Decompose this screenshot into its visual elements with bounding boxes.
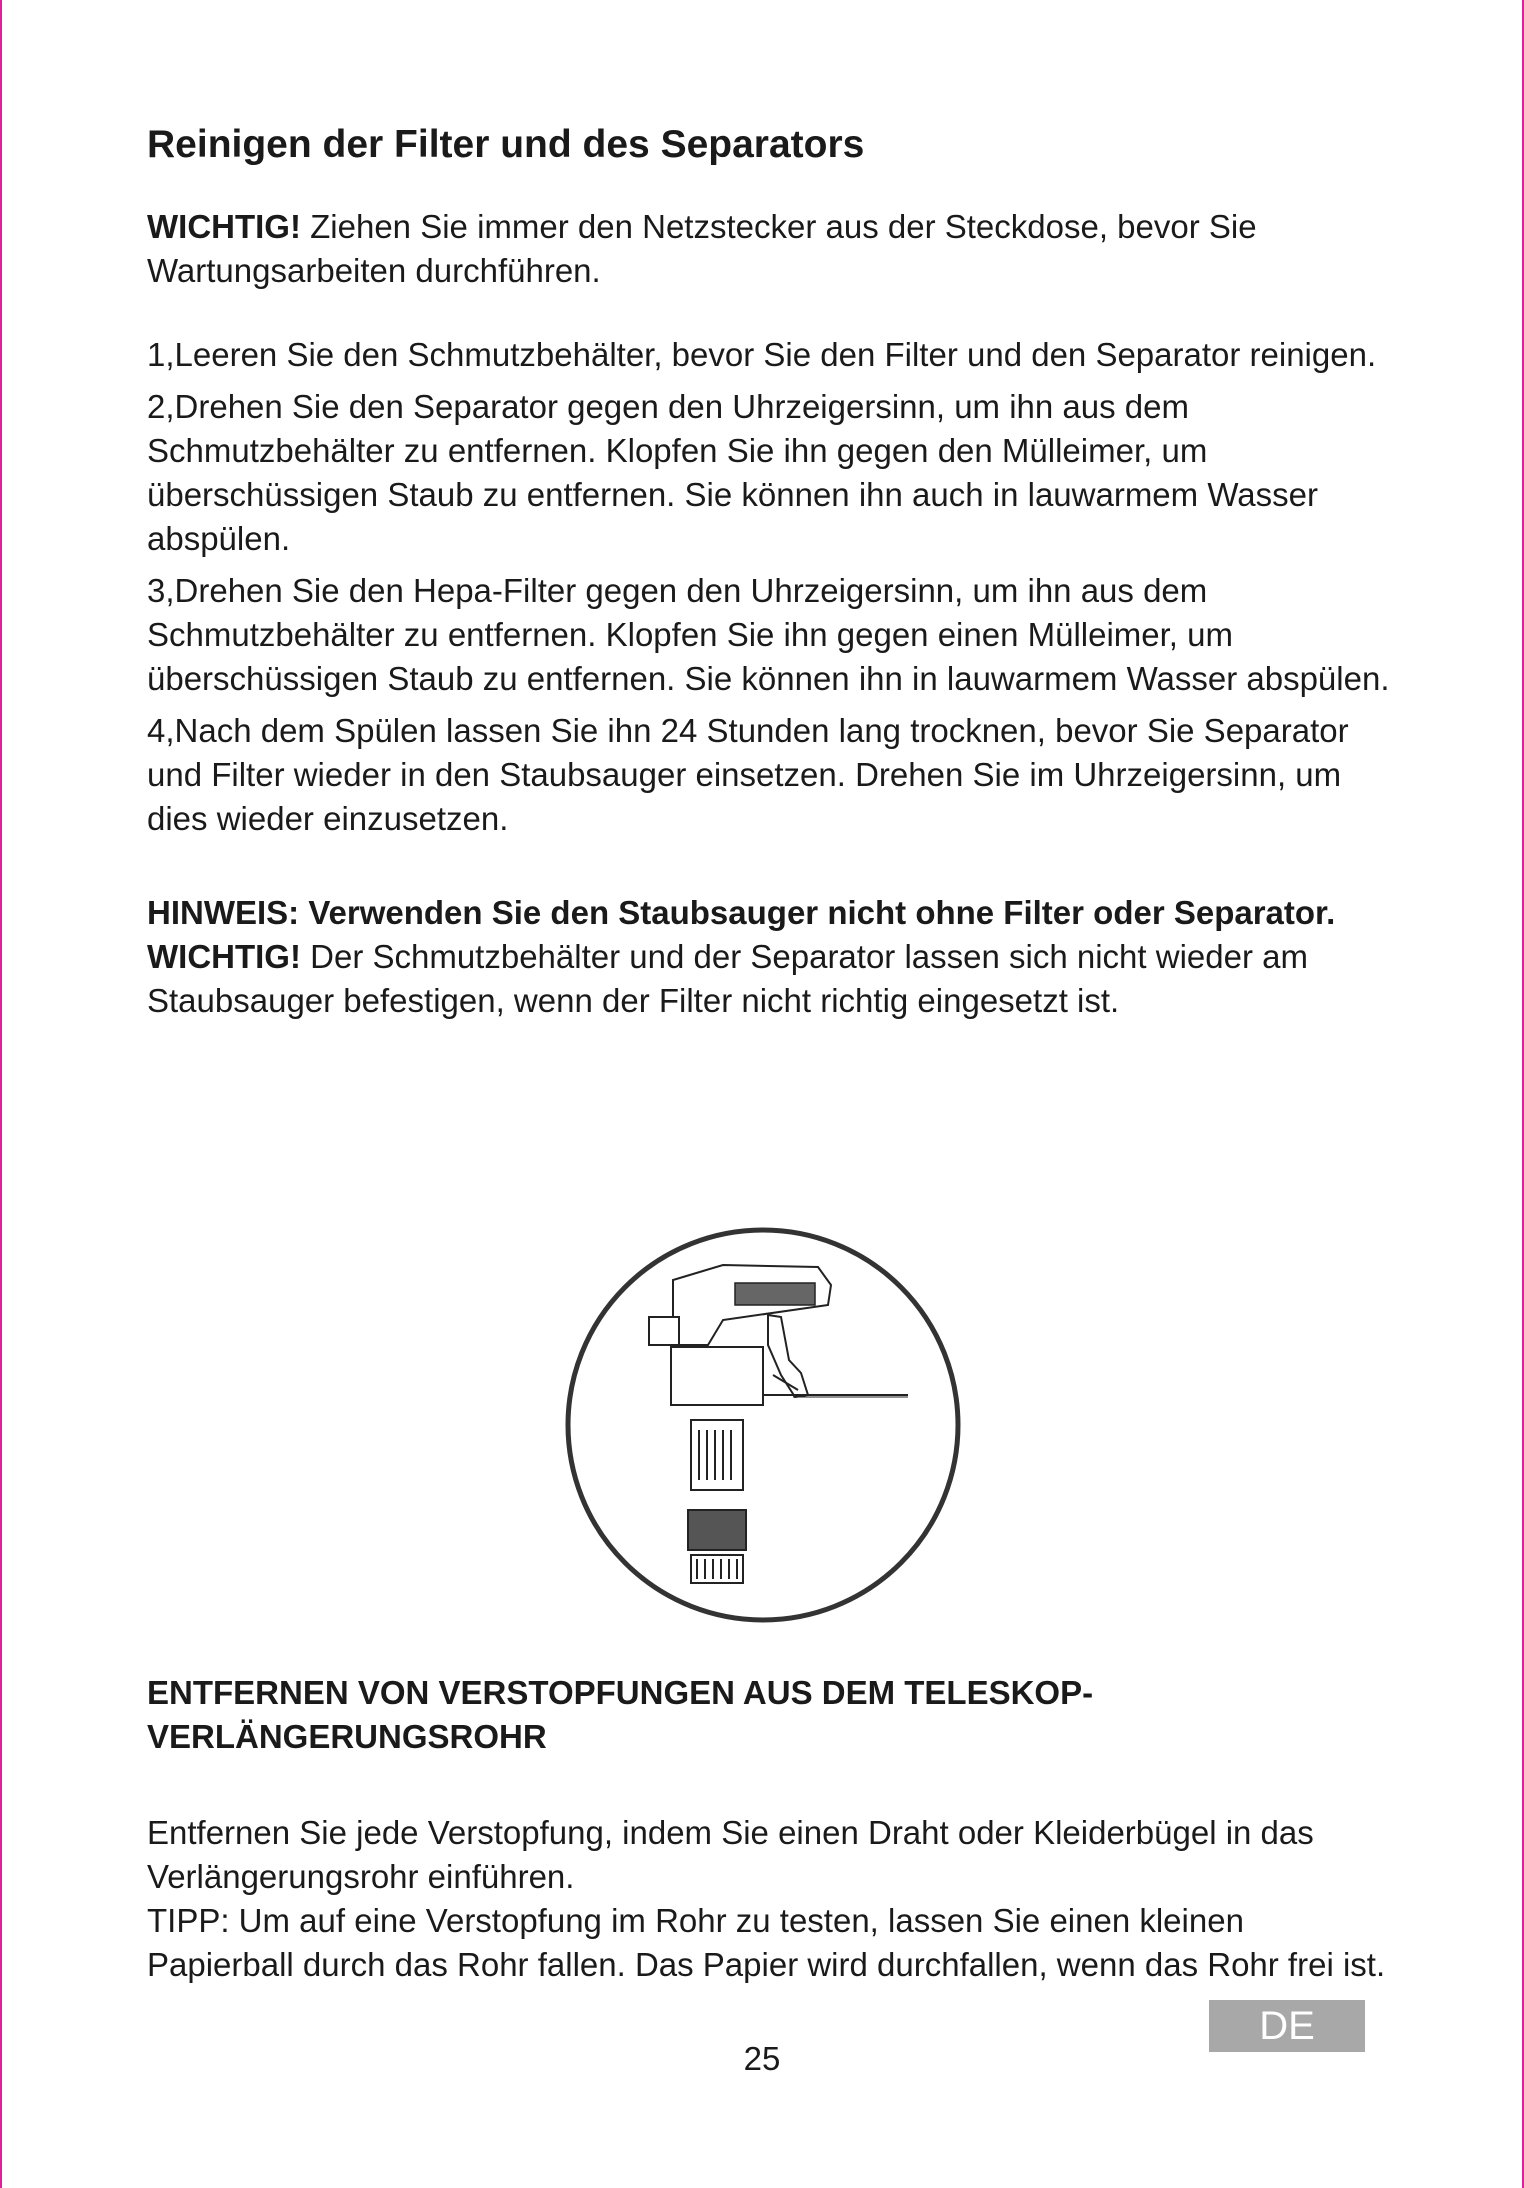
warning-text: Der Schmutzbehälter und der Separator lassen sich nicht wieder am Staubsauger befestigen, wenn der Filter nicht richtig eingesetzt ist.: [147, 938, 1308, 1019]
warning-paragraph-2: [147, 935, 1397, 1023]
page-title: Reinigen der Filter und des Separators: [147, 123, 865, 166]
tip-text: TIPP: Um auf eine Verstopfung im Rohr zu testen, lassen Sie einen kleinen Papierball durch das Rohr fallen. Das Papier wird durchfallen, wenn das Rohr frei ist.: [147, 1902, 1386, 1983]
step-4: 4,Nach dem Spülen lassen Sie ihn 24 Stunden lang trocknen, bevor Sie Separator und Filter wieder in den Staubsauger einsetzen. Drehen Sie im Uhrzeigersinn, um dies wieder einzusetzen.: [147, 712, 1349, 837]
step-3: 3,Drehen Sie den Hepa-Filter gegen den Uhrzeigersinn, um ihn aus dem Schmutzbehälter zu entfernen. Klopfen Sie ihn gegen einen Mülleimer, um überschüssigen Staub zu entfernen. Sie können ihn in lauwarmem Wasser abspülen.: [147, 572, 1390, 697]
step-1: 1,Leeren Sie den Schmutzbehälter, bevor Sie den Filter und den Separator reinigen.: [147, 336, 1377, 373]
step-2: 2,Drehen Sie den Separator gegen den Uhrzeigersinn, um ihn aus dem Schmutzbehälter zu entfernen. Klopfen Sie ihn gegen den Mülleimer, um überschüssigen Staub zu entfernen. Sie können ihn auch in lauwarmem Wasser abspülen.: [147, 388, 1318, 557]
vent-grille: [735, 1283, 815, 1305]
page-number: 25: [743, 2040, 781, 2077]
section-text: Entfernen Sie jede Verstopfung, indem Sie einen Draht oder Kleiderbügel in das Verlängerungsrohr einführen.: [147, 1814, 1314, 1895]
section-blockage: [147, 1671, 1397, 1987]
warning-text: Ziehen Sie immer den Netzstecker aus der Steckdose, bevor Sie Wartungsarbeiten durchführen.: [147, 208, 1257, 289]
note-paragraph: HINWEIS: Verwenden Sie den Staubsauger nicht ohne Filter oder Separator.: [147, 894, 1336, 931]
hepa-filter: [688, 1510, 746, 1550]
warning-label: WICHTIG!: [147, 208, 301, 245]
warning-paragraph-1: [147, 205, 1397, 293]
section-heading: ENTFERNEN VON VERSTOPFUNGEN AUS DEM TELESKOP-VERLÄNGERUNGSROHR: [147, 1674, 1094, 1755]
warning-label: WICHTIG!: [147, 938, 301, 975]
vacuum-filter-illustration: [563, 1225, 963, 1625]
main-content: [147, 118, 1397, 1023]
language-badge: DE: [1209, 2000, 1365, 2052]
